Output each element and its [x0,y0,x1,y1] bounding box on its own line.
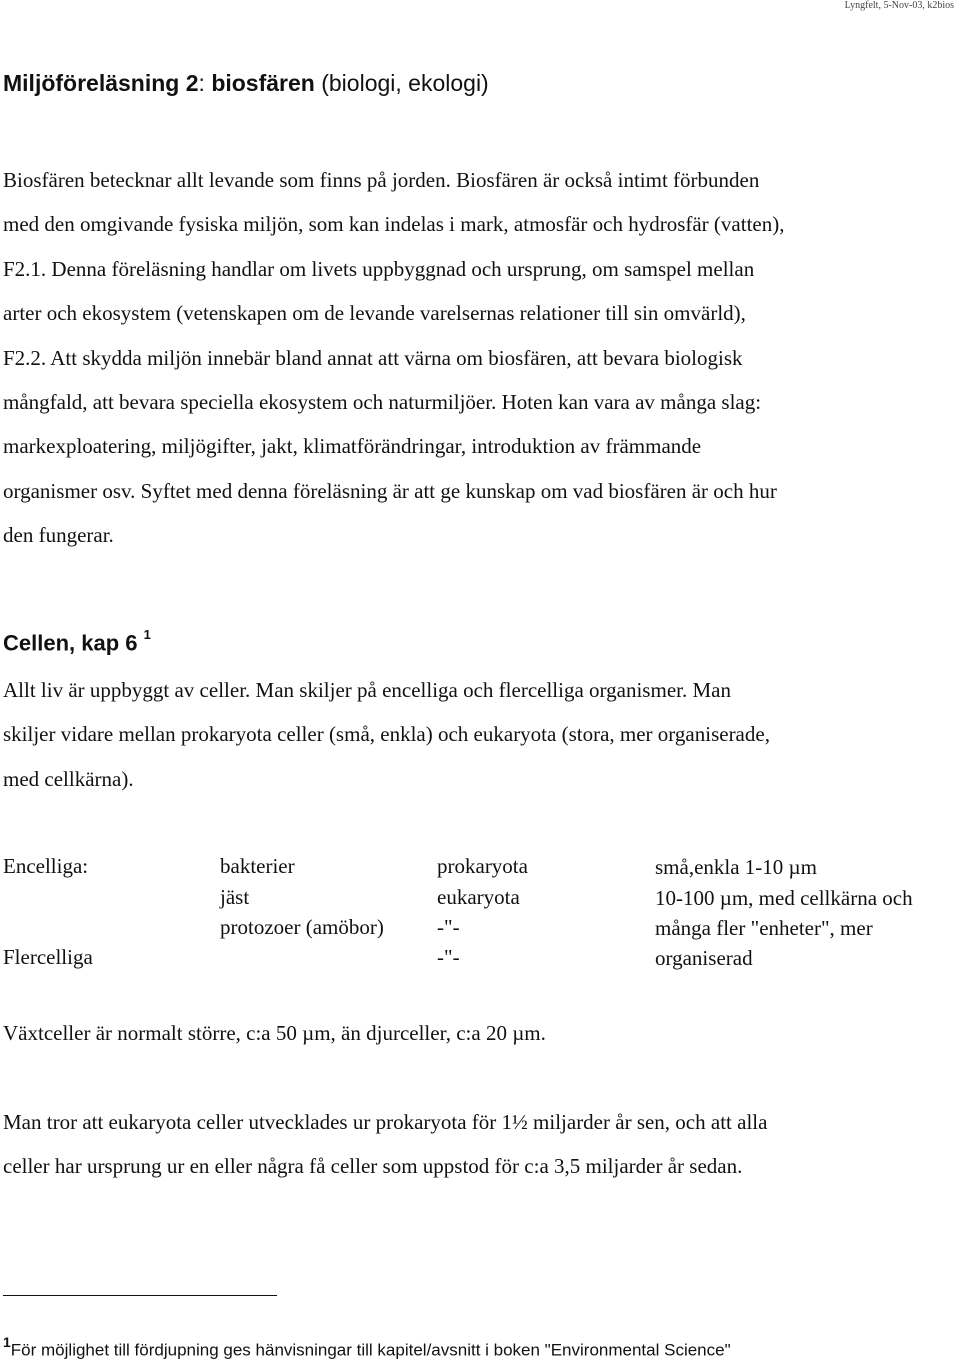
section-paragraph [3,668,770,801]
table-cell-organism: protozoer (amöbor) [220,915,384,939]
title-part-2: : [198,70,212,96]
intro-line: den fungerar. [3,523,114,548]
table-cell-size: 10-100 µm, med cellkärna och [655,886,913,910]
sizes-paragraph [3,1011,546,1055]
intro-line: Biosfären betecknar allt levande som finns på jorden. Biosfären är också intimt förbunden [3,168,760,192]
origin-line: Man tror att eukaryota celler utvecklades ur prokaryota för 1½ miljarder år sen, och att alla [3,1110,768,1134]
intro-line: arter och ekosystem (vetenskapen om de levande varelsernas relationer till sin omvärld), [3,301,746,326]
table-cell-size: organiserad [655,946,753,970]
title-part-1: Miljöföreläsning 2 [3,70,199,96]
table-cell-type: -"- [437,915,460,939]
sizes-line: Växtceller är normalt större, c:a 50 µm, än djurceller, c:a 20 µm. [3,1021,546,1045]
intro-paragraph [3,158,784,558]
section-line: skiljer vidare mellan prokaryota celler (små, enkla) och eukaryota (stora, mer organiserade, [3,722,770,747]
intro-line: med den omgivande fysiska miljön, som kan indelas i mark, atmosfär och hydrosfär (vatten), [3,212,785,237]
table-cell-category: Flercelliga [3,945,93,969]
section-line: med cellkärna). [3,766,134,791]
table-cell-category: Encelliga: [3,854,89,878]
footnote-text: För möjlighet till fördjupning ges hänvisningar till kapitel/avsnitt i boken "Environmental Science" [10,1340,731,1360]
title-part-4: (biologi, ekologi) [314,70,489,96]
table-cell-organism: bakterier [220,854,295,878]
section-line: Allt liv är uppbyggt av celler. Man skiljer på encelliga och flercelliga organismer. Man [3,678,731,702]
footnote [3,1336,731,1361]
table-cell-organism: jäst [220,885,250,909]
title-part-3: biosfären [211,70,315,96]
header-note: Lyngfelt, 5-Nov-03, k2bios [844,0,954,11]
intro-line: F2.2. Att skydda miljön innebär bland annat att värna om biosfären, att bevara biologisk [3,345,743,370]
section-heading [3,627,151,656]
section-heading-text: Cellen, kap 6 [3,630,138,656]
table-cell-type: eukaryota [437,885,520,909]
origin-paragraph [3,1100,767,1189]
footnote-marker: 1 [3,1334,11,1350]
footnote-ref[interactable]: 1 [143,627,151,642]
origin-line: celler har ursprung ur en eller några få celler som uppstod för c:a 3,5 miljarder år sedan. [3,1154,743,1179]
intro-line: organismer osv. Syftet med denna föreläsning är att ge kunskap om vad biosfären är och hur [3,478,777,503]
intro-line: F2.1. Denna föreläsning handlar om livets uppbyggnad och ursprung, om samspel mellan [3,256,755,281]
page-title [3,70,489,97]
footnote-divider [3,1295,277,1296]
table-cell-type: -"- [437,945,460,969]
intro-line: mångfald, att bevara speciella ekosystem och naturmiljöer. Hoten kan vara av många slag: [3,390,762,415]
table-cell-type: prokaryota [437,854,528,878]
table-cell-size: många fler "enheter", mer [655,916,873,940]
intro-line: markexploatering, miljögifter, jakt, klimatförändringar, introduktion av främmande [3,434,702,459]
table-cell-size: små,enkla 1-10 µm [655,855,817,879]
